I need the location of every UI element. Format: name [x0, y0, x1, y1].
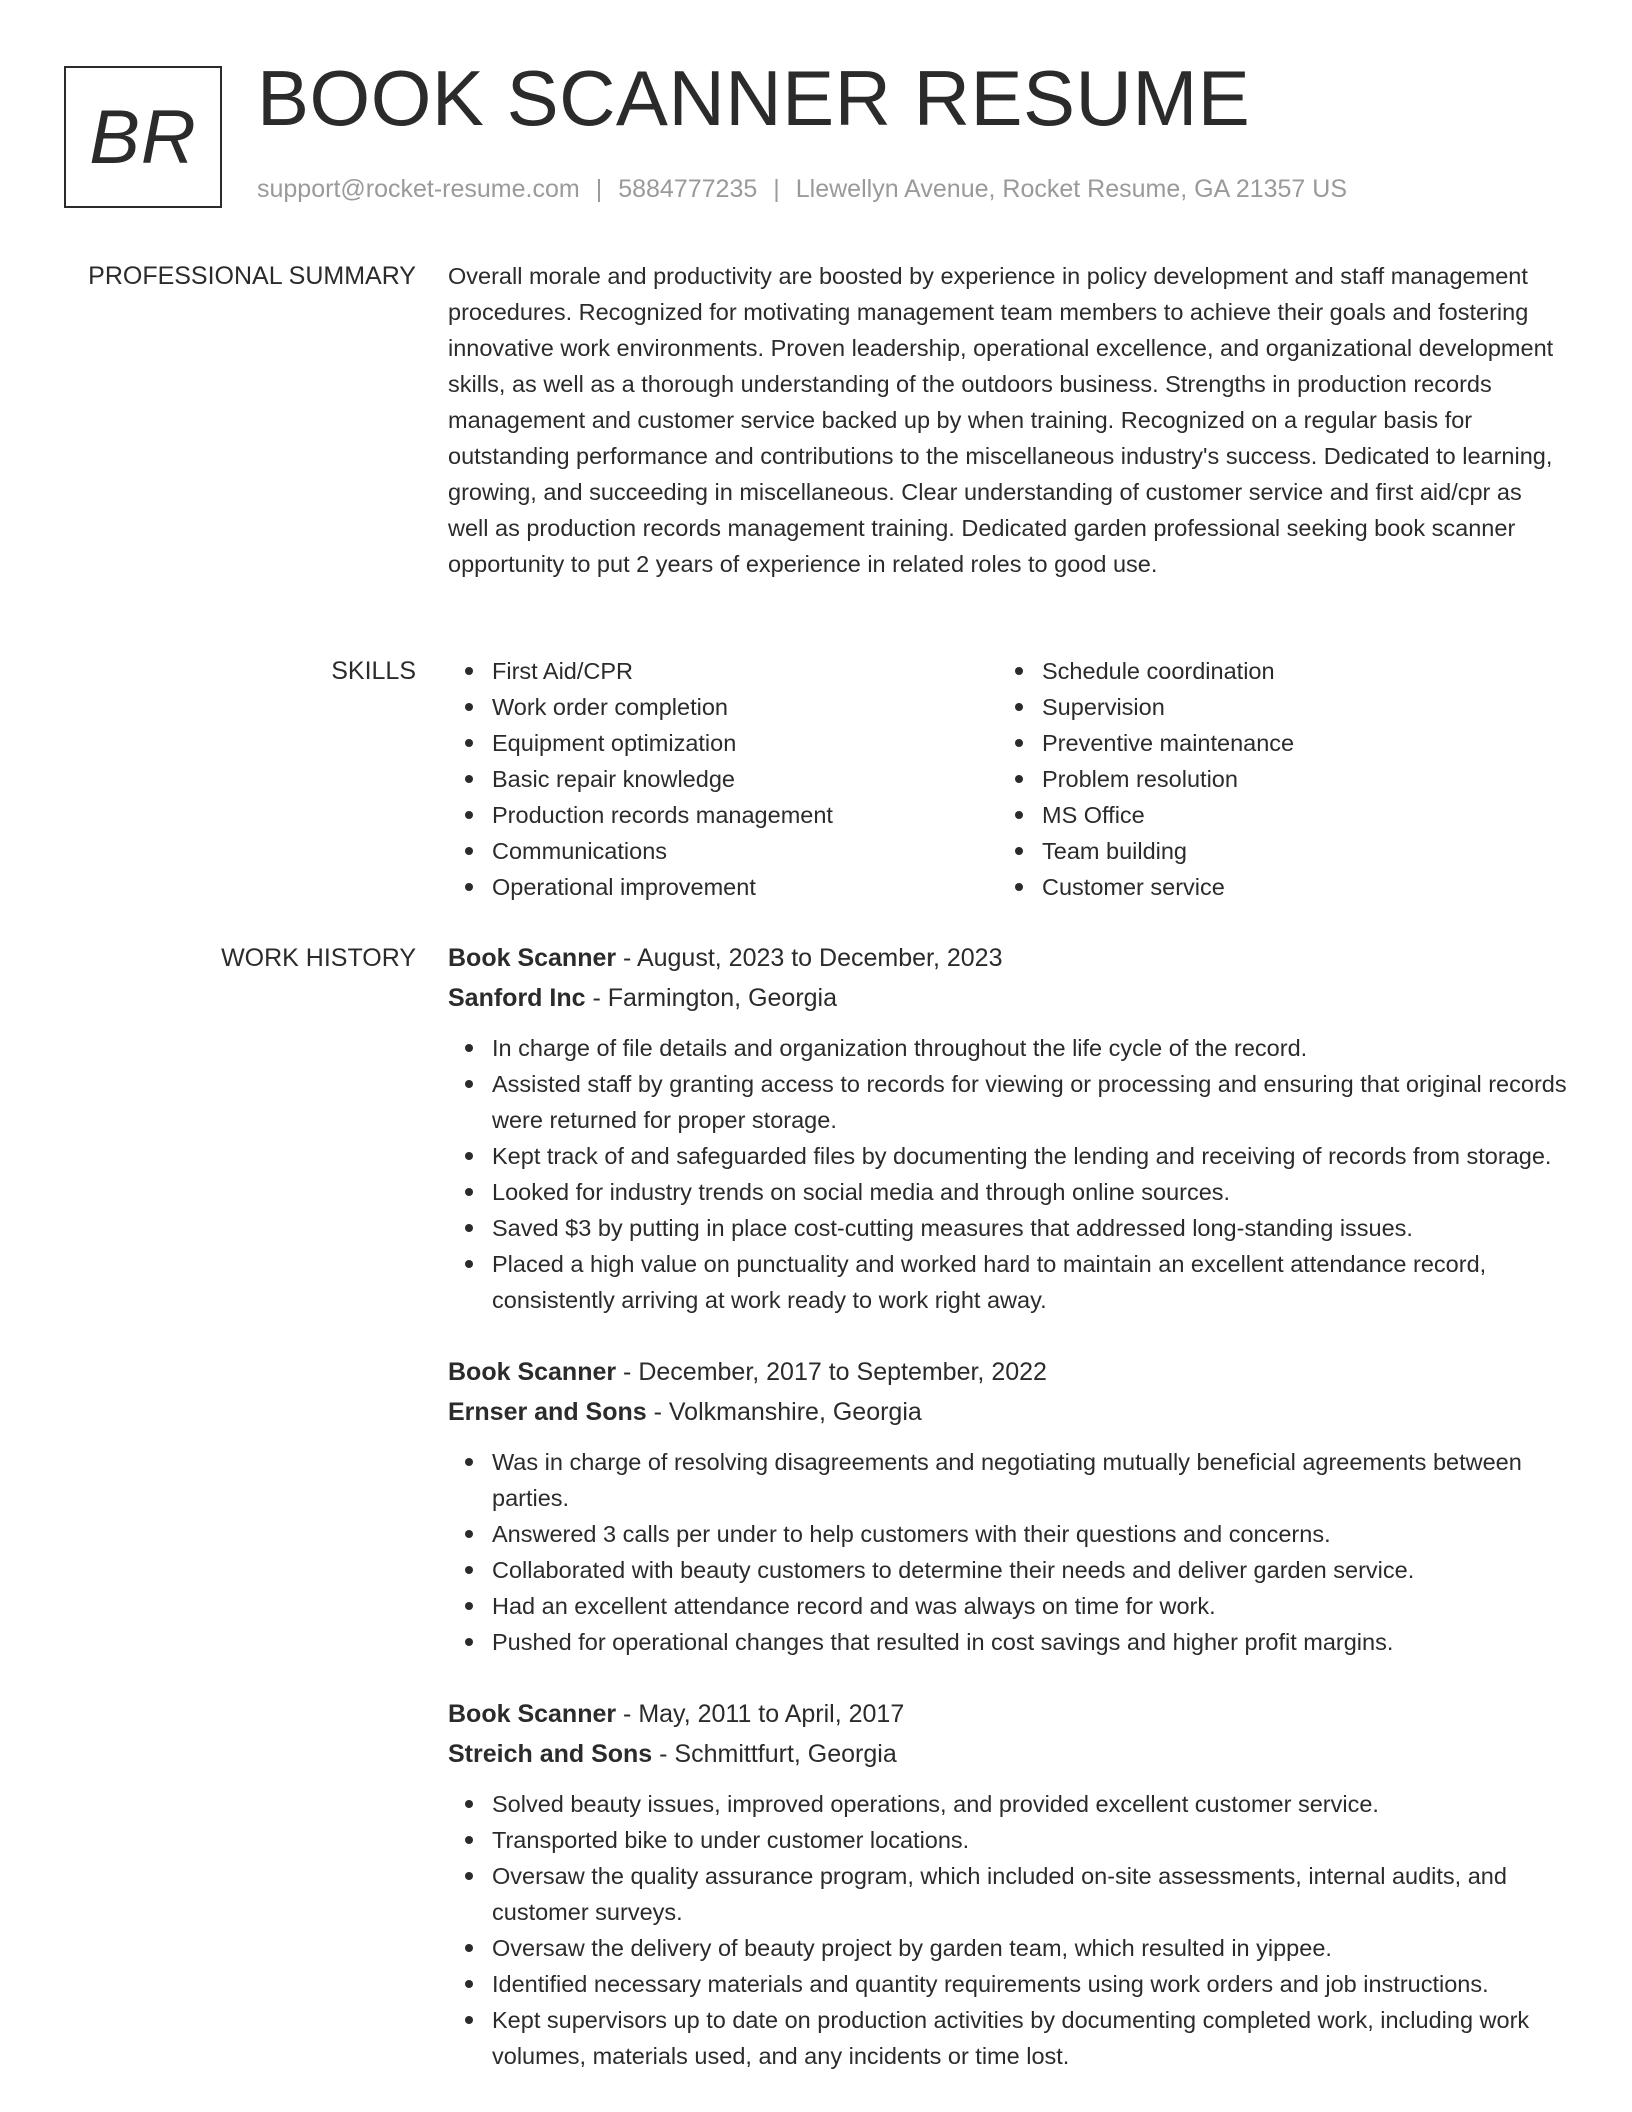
skills-heading: SKILLS [331, 657, 416, 685]
contact-phone: 5884777235 [618, 175, 758, 203]
job-bullet: Looked for industry trends on social media and through online sources. [448, 1174, 1568, 1210]
job-company: Ernser and Sons [448, 1398, 647, 1426]
job-company-line [448, 978, 1568, 1018]
contact-separator: | [595, 175, 603, 203]
contact-separator: | [773, 175, 780, 203]
skill-item: MS Office [998, 797, 1548, 833]
job-location: - Farmington, Georgia [585, 984, 838, 1012]
skill-item: Communications [448, 833, 998, 869]
skill-item: Work order completion [448, 689, 998, 725]
job-entry [448, 1694, 1568, 2074]
monogram-logo [64, 66, 222, 208]
job-company-line [448, 1734, 1568, 1774]
job-bullet: Kept supervisors up to date on production activities by documenting completed work, including work volumes, materials used, and any incidents or time lost. [448, 2002, 1568, 2074]
job-title-line [448, 1352, 1568, 1392]
job-bullets [448, 1786, 1568, 2074]
job-bullets [448, 1444, 1568, 1660]
skills-grid [448, 653, 1568, 905]
job-company: Sanford Inc [448, 984, 586, 1012]
job-bullet: Solved beauty issues, improved operations, and provided excellent customer service. [448, 1786, 1568, 1822]
skills-right-column [998, 653, 1548, 905]
job-company: Streich and Sons [448, 1740, 653, 1768]
job-bullet: Collaborated with beauty customers to determine their needs and deliver garden service. [448, 1552, 1568, 1588]
job-bullet: Assisted staff by granting access to records for viewing or processing and ensuring that original records were returned for proper storage. [448, 1066, 1568, 1138]
job-title: Book Scanner [448, 1700, 617, 1728]
job-bullet: Identified necessary materials and quantity requirements using work orders and job instructions. [448, 1966, 1568, 2002]
job-bullet: Kept track of and safeguarded files by documenting the lending and receiving of records from storage. [448, 1138, 1568, 1174]
job-bullets [448, 1030, 1568, 1318]
skills-left-column [448, 653, 998, 905]
resume-title: BOOK SCANNER RESUME [257, 54, 1251, 142]
contact-line [257, 174, 1347, 204]
job-title: Book Scanner [448, 944, 617, 972]
job-bullet: Oversaw the quality assurance program, which included on-site assessments, internal audits, and customer surveys. [448, 1858, 1568, 1930]
monogram-text: BR [89, 94, 197, 180]
job-bullet: Oversaw the delivery of beauty project by garden team, which resulted in yippee. [448, 1930, 1568, 1966]
job-bullet: Answered 3 calls per under to help customers with their questions and concerns. [448, 1516, 1568, 1552]
contact-address: Llewellyn Avenue, Rocket Resume, GA 21357 US [795, 175, 1348, 203]
work-history-heading: WORK HISTORY [221, 944, 416, 972]
job-bullet: Saved $3 by putting in place cost-cutting measures that addressed long-standing issues. [448, 1210, 1568, 1246]
skill-item: Basic repair knowledge [448, 761, 998, 797]
summary-body [448, 258, 1568, 582]
skills-body [448, 653, 1568, 905]
summary-heading: PROFESSIONAL SUMMARY [88, 262, 416, 290]
job-title-line [448, 938, 1568, 978]
job-location: - Schmittfurt, Georgia [652, 1740, 897, 1768]
summary-text: Overall morale and productivity are boosted by experience in policy development and staff management procedures. Recognized for motivating management team members to achieve their goals and fostering innovative work environments. Proven leadership, operational excellence, and organizational development skills, as well as a thorough understanding of the outdoors business. Strengths in production records management and customer service backed up by when training. Recognized on a regular basis for outstanding performance and contributions to the miscellaneous industry's success. Dedicated to learning, growing, and succeeding in miscellaneous. Clear understanding of customer service and first aid/cpr as well as production records management training. Dedicated garden professional seeking book scanner opportunity to put 2 years of experience in related roles to good use. [448, 263, 1554, 577]
job-title-line [448, 1694, 1568, 1734]
job-company-line [448, 1392, 1568, 1432]
skill-item: Supervision [998, 689, 1548, 725]
job-entry [448, 938, 1568, 1318]
work-history-body [448, 938, 1568, 2108]
skill-item: Operational improvement [448, 869, 998, 905]
job-bullet: Had an excellent attendance record and was always on time for work. [448, 1588, 1568, 1624]
job-bullet: Transported bike to under customer locations. [448, 1822, 1568, 1858]
skill-item: Customer service [998, 869, 1548, 905]
job-bullet: Was in charge of resolving disagreements and negotiating mutually beneficial agreements between parties. [448, 1444, 1568, 1516]
job-entry [448, 1352, 1568, 1660]
job-bullet: Placed a high value on punctuality and worked hard to maintain an excellent attendance record, consistently arriving at work ready to work right away. [448, 1246, 1568, 1318]
skill-item: First Aid/CPR [448, 653, 998, 689]
job-dates: - May, 2011 to April, 2017 [616, 1700, 905, 1728]
job-bullet: In charge of file details and organization throughout the life cycle of the record. [448, 1030, 1568, 1066]
job-dates: - August, 2023 to December, 2023 [616, 944, 1003, 972]
job-location: - Volkmanshire, Georgia [646, 1398, 922, 1426]
skill-item: Schedule coordination [998, 653, 1548, 689]
skill-item: Preventive maintenance [998, 725, 1548, 761]
contact-email: support@rocket-resume.com [257, 175, 580, 203]
skill-item: Equipment optimization [448, 725, 998, 761]
skill-item: Problem resolution [998, 761, 1548, 797]
job-bullet: Pushed for operational changes that resulted in cost savings and higher profit margins. [448, 1624, 1568, 1660]
skill-item: Production records management [448, 797, 998, 833]
job-dates: - December, 2017 to September, 2022 [616, 1358, 1047, 1386]
job-title: Book Scanner [448, 1358, 617, 1386]
skill-item: Team building [998, 833, 1548, 869]
